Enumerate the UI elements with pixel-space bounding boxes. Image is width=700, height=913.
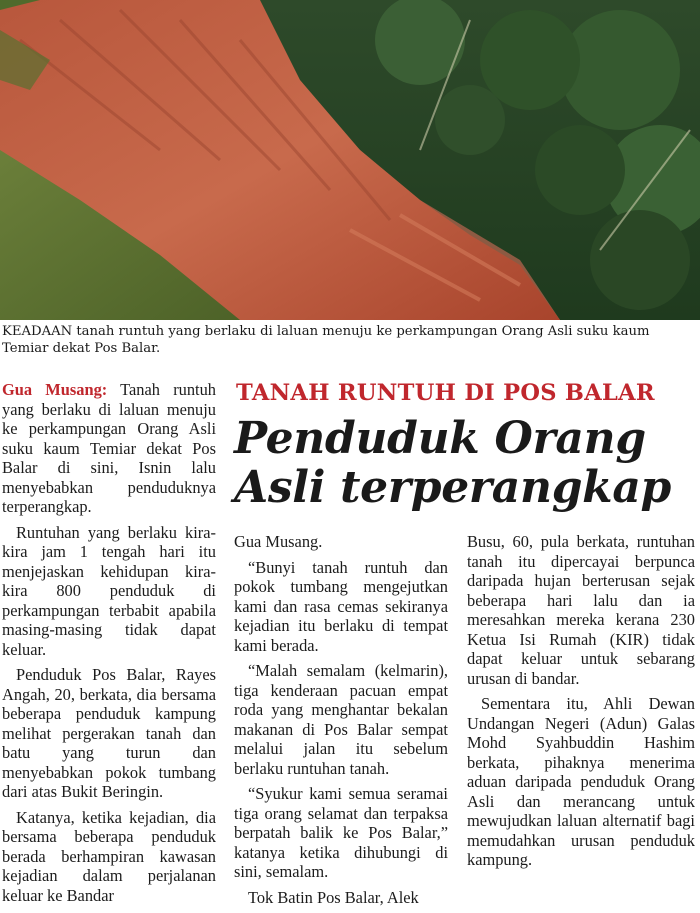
article-paragraph: Katanya, ketika kejadian, dia bersama beberapa penduduk berada berhampiran kawasan kejadian dalam perjalanan keluar ke Bandar: [2, 807, 216, 905]
photo-caption: KEADAAN tanah runtuh yang berlaku di laluan menuju ke perkampungan Orang Asli suku kaum Temiar dekat Pos Balar.: [2, 324, 650, 356]
article-paragraph: [2, 380, 216, 517]
article-paragraph: “Malah semalam (kelmarin), tiga kenderaan pacuan empat roda yang menghantar bekalan makanan di Pos Balar sempat melalui jalan itu sebelum berlaku runtuhan tanah.: [234, 661, 448, 778]
main-headline: [234, 414, 696, 512]
article-column-2: [234, 532, 448, 913]
article-paragraph: “Syukur kami semua seramai tiga orang selamat dan terpaksa berpatah balik ke Pos Balar,” katanya ketika dihubungi di sini, semalam.: [234, 784, 448, 881]
kicker-headline: TANAH RUNTUH DI POS BALAR: [236, 380, 655, 406]
article-paragraph: Tok Batin Pos Balar, Alek: [248, 887, 419, 907]
landslide-photo-image: [0, 0, 700, 320]
article-paragraph: Gua Musang.: [234, 532, 323, 551]
article-paragraph: “Bunyi tanah runtuh dan pokok tumbang mengejutkan kami dan rasa cemas sekiranya kejadian itu berlaku di tempat kami berada.: [234, 557, 448, 655]
article-paragraph: Penduduk Pos Balar, Rayes Angah, 20, berkata, dia bersama beberapa penduduk kampung melihat pergerakan tanah dan batu yang turun dan menyebabkan pokok tumbang dari atas Bukit Beringin.: [2, 665, 216, 801]
headline-line-1: Penduduk Orang: [234, 413, 646, 464]
article-column-3: [467, 532, 695, 876]
article-column-1: [2, 380, 216, 911]
article-paragraph: Sementara itu, Ahli Dewan Undangan Negeri (Adun) Galas Mohd Syahbuddin Hashim berkata, pihaknya menerima aduan daripada penduduk Orang Asli dan merancang untuk mewujudkan laluan alternatif bagi memudahkan urusan penduduk kampung.: [467, 694, 695, 869]
article-paragraph: Runtuhan yang berlaku kira-kira jam 1 tengah hari itu menjejaskan kehidupan kira-kira 800 penduduk di perkampungan terbabit apabila masing-masing tidak dapat keluar.: [2, 522, 216, 659]
headline-line-2: Asli terperangkap: [234, 462, 672, 513]
landslide-photo: [0, 0, 700, 320]
dateline: Gua Musang:: [2, 380, 108, 399]
article-paragraph: Busu, 60, pula berkata, runtuhan tanah itu dipercayai berpunca daripada hujan berterusan sejak beberapa hari lalu dan ia meresahkan mereka kerana 230 Ketua Isi Rumah (KIR) tidak dapat keluar untuk sebarang urusan di bandar.: [467, 532, 695, 688]
paragraph-text: Tanah runtuh yang berlaku di laluan menuju ke perkampungan Orang Asli suku kaum Temiar dekat Pos Balar di sini, Isnin lalu menyebabkan penduduknya terperangkap.: [2, 380, 216, 516]
